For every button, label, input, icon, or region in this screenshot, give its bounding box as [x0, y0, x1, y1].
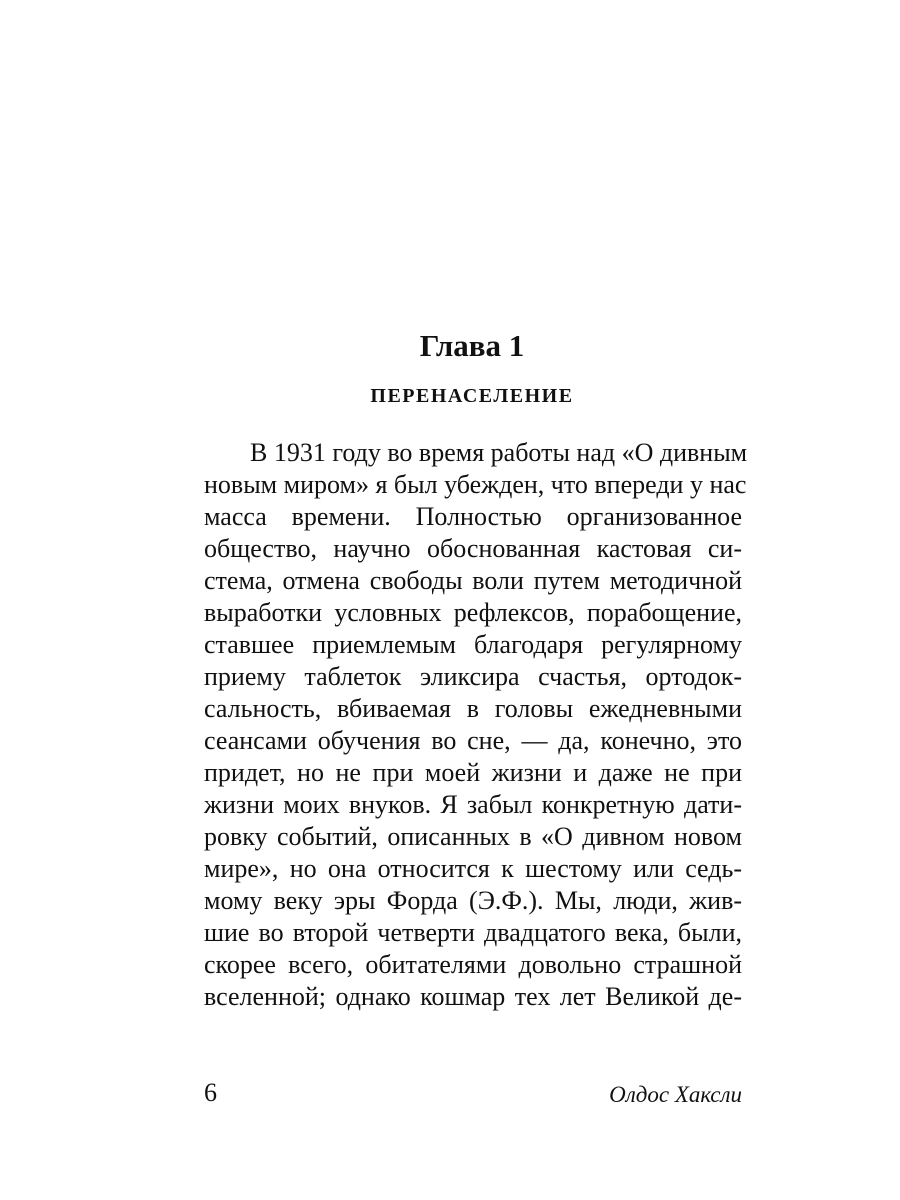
text-line: вселенной; однако кошмар тех лет Великой де-	[204, 982, 742, 1011]
text-line: приему таблеток эликсира счастья, ортодок-	[204, 662, 742, 691]
text-line: общество, научно обоснованная кастовая си-	[204, 534, 742, 563]
page-number: 6	[204, 1078, 217, 1107]
text-line: В 1931 году во время работы над «О дивным	[250, 438, 748, 467]
text-line: ровку событий, описанных в «О дивном новом	[204, 822, 742, 851]
text-line: масса времени. Полностью организованное	[204, 502, 742, 531]
text-line: стема, отмена свободы воли путем методичной	[204, 566, 742, 595]
text-line: жизни моих внуков. Я забыл конкретную дати-	[204, 790, 742, 819]
text-line: сеансами обучения во сне, — да, конечно, это	[204, 726, 742, 755]
body-text	[204, 437, 748, 1013]
text-line: выработки условных рефлексов, порабощение,	[204, 598, 742, 627]
text-line: мире», но она относится к шестому или седь-	[204, 854, 742, 883]
chapter-title: Глава 1	[419, 328, 525, 363]
text-line: скорее всего, обитателями довольно страшной	[204, 950, 742, 979]
text-line: мому веку эры Форда (Э.Ф.). Мы, люди, жив-	[204, 886, 742, 915]
text-line: придет, но не при моей жизни и даже не при	[204, 758, 742, 787]
chapter-subtitle: ПЕРЕНАСЕЛЕНИЕ	[370, 385, 574, 407]
text-line: ставшее приемлемым благодаря регулярному	[204, 630, 742, 659]
text-line: шие во второй четверти двадцатого века, были,	[204, 918, 742, 947]
text-line: новым миром» я был убежден, что впереди у нас	[204, 470, 747, 499]
author-name: Олдос Хаксли	[609, 1082, 742, 1107]
text-line: сальность, вбиваемая в головы ежедневными	[204, 694, 742, 723]
